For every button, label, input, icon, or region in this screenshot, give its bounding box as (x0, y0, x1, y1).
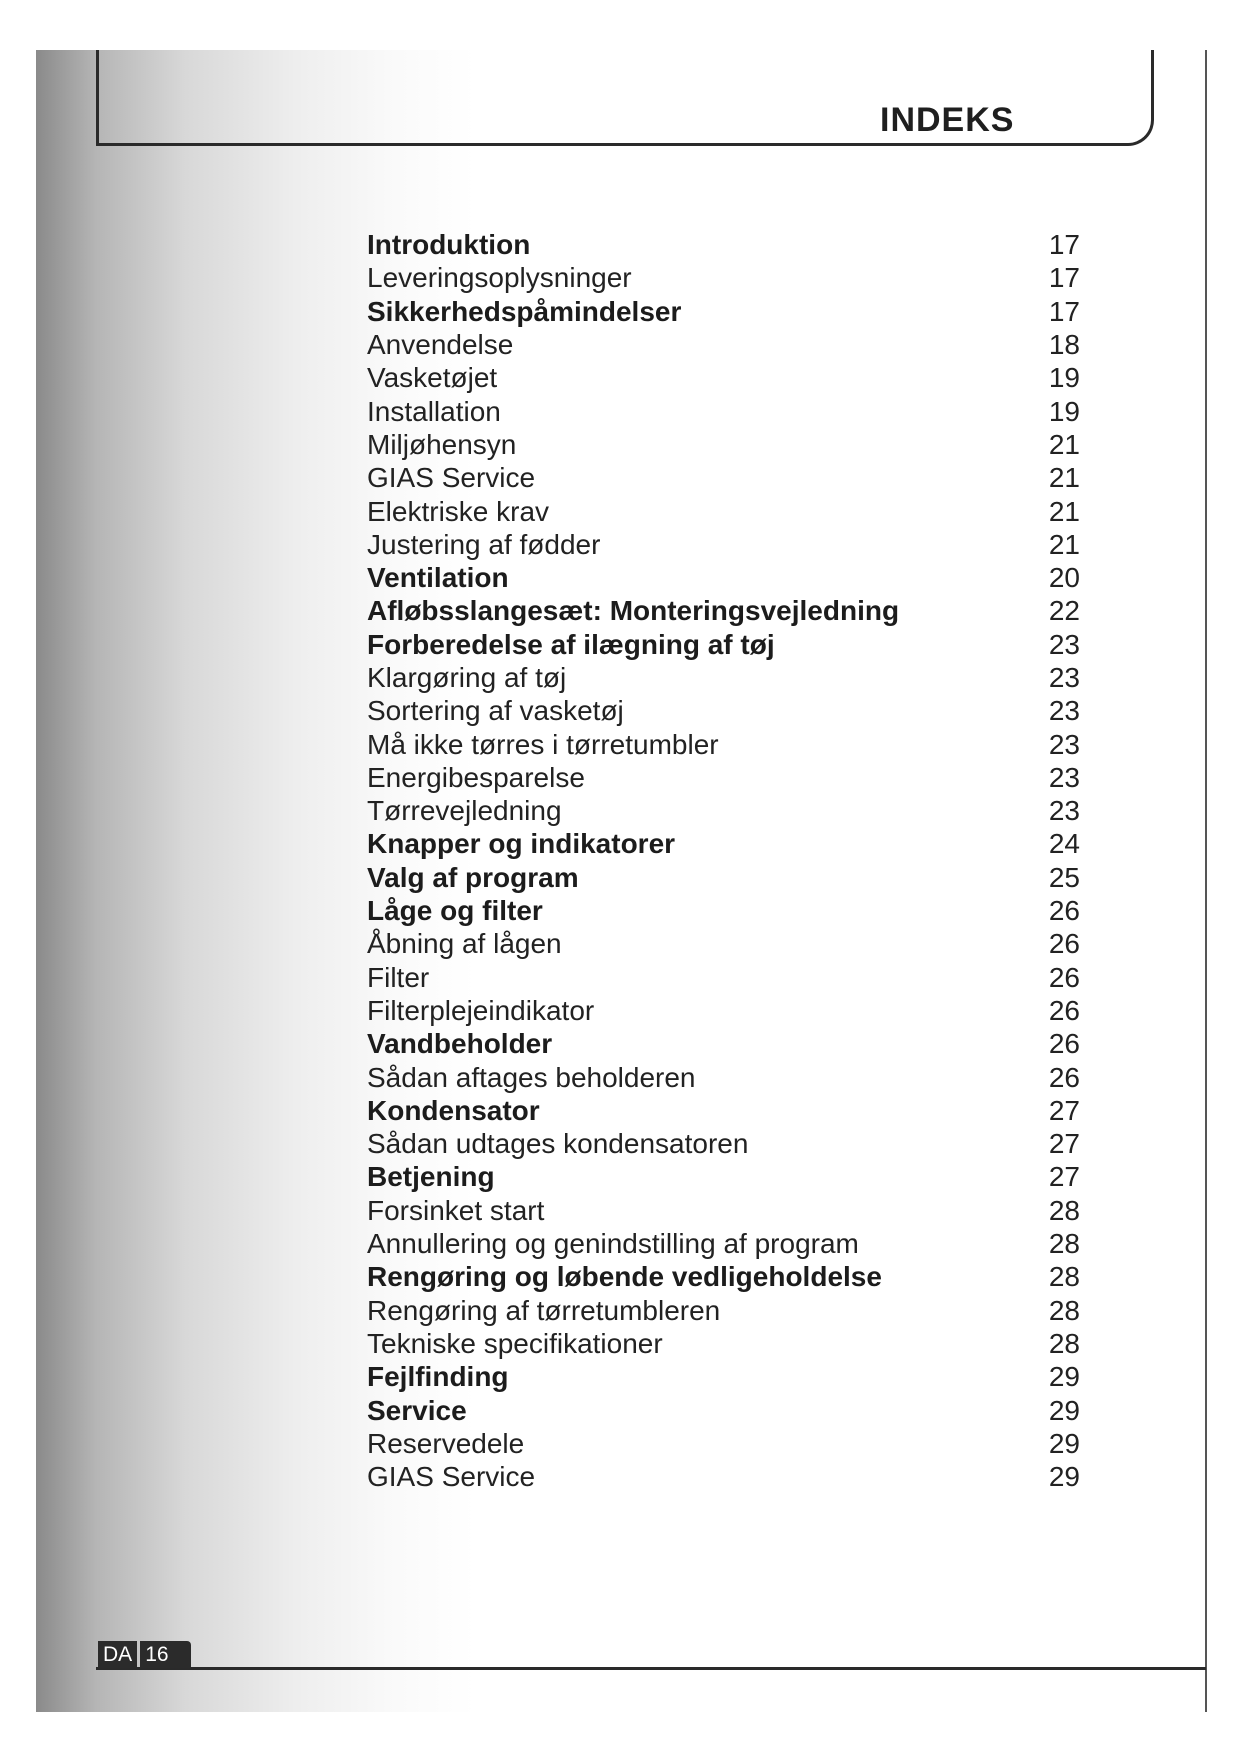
toc-entry-page: 29 (1048, 1427, 1080, 1459)
toc-subsection-entry[interactable] (367, 528, 1080, 561)
page-title: INDEKS (880, 101, 1015, 139)
toc-entry-title: Låge og filter (367, 895, 543, 927)
toc-subsection-entry[interactable] (367, 394, 1080, 427)
toc-section-entry[interactable] (367, 561, 1080, 594)
toc-entry-page: 28 (1048, 1261, 1080, 1293)
toc-entry-page: 23 (1048, 662, 1080, 693)
toc-entry-page: 21 (1048, 428, 1080, 460)
toc-entry-page: 23 (1048, 695, 1080, 727)
toc-entry-page: 21 (1048, 462, 1080, 494)
toc-subsection-entry[interactable] (367, 927, 1080, 960)
toc-entry-title: GIAS Service (367, 462, 536, 494)
toc-entry-title: Miljøhensyn (367, 428, 517, 460)
toc-entry-page: 28 (1048, 1294, 1080, 1326)
toc-subsection-entry[interactable] (367, 1327, 1080, 1360)
toc-entry-title: Afløbsslangesæt: Monteringsvejledning (367, 595, 900, 627)
toc-entry-page: 29 (1048, 1394, 1080, 1426)
toc-entry-page: 22 (1048, 595, 1080, 627)
toc-entry-page: 20 (1048, 562, 1080, 594)
toc-entry-title: Sikkerhedspåmindelser (367, 295, 682, 327)
toc-entry-page: 27 (1048, 1128, 1080, 1160)
toc-subsection-entry[interactable] (367, 1060, 1080, 1093)
toc-entry-title: Filter (367, 961, 430, 993)
toc-entry-title: Sådan aftages beholderen (367, 1061, 696, 1093)
toc-entry-title: Energibesparelse (367, 761, 585, 793)
toc-entry-title: Reservedele (367, 1427, 525, 1459)
toc-entry-page: 24 (1048, 828, 1080, 860)
toc-subsection-entry[interactable] (367, 1194, 1080, 1227)
toc-section-entry[interactable] (367, 861, 1080, 894)
toc-section-entry[interactable] (367, 1094, 1080, 1127)
toc-entry-page: 23 (1048, 795, 1080, 827)
footer-rule (96, 1667, 1206, 1670)
toc-entry-page: 17 (1048, 295, 1080, 327)
toc-entry-page: 17 (1048, 262, 1080, 294)
toc-subsection-entry[interactable] (367, 794, 1080, 827)
toc-entry-title: Sådan udtages kondensatoren (367, 1128, 749, 1160)
toc-section-entry[interactable] (367, 594, 1080, 627)
toc-entry-title: Valg af program (367, 861, 579, 893)
toc-entry-title: Tørrevejledning (367, 795, 562, 827)
toc-entry-title: Må ikke tørres i tørretumbler (367, 728, 719, 760)
toc-subsection-entry[interactable] (367, 261, 1080, 294)
toc-entry-title: Installation (367, 395, 501, 427)
toc-section-entry[interactable] (367, 827, 1080, 860)
page-number: 16 (140, 1641, 190, 1668)
toc-entry-page: 28 (1048, 1194, 1080, 1226)
toc-entry-page: 29 (1048, 1461, 1080, 1493)
toc-entry-page: 23 (1048, 728, 1080, 760)
toc-entry-page: 29 (1048, 1361, 1080, 1393)
toc-entry-page: 28 (1048, 1327, 1080, 1359)
toc-entry-title: Vasketøjet (367, 362, 498, 394)
right-edge-rule (1205, 50, 1207, 1712)
toc-subsection-entry[interactable] (367, 661, 1080, 694)
toc-section-entry[interactable] (367, 1160, 1080, 1193)
toc-entry-title: Rengøring af tørretumbleren (367, 1294, 721, 1326)
toc-entry-title: Kondensator (367, 1094, 540, 1126)
toc-entry-title: Forsinket start (367, 1194, 545, 1226)
toc-entry-page: 26 (1048, 895, 1080, 927)
table-of-contents (367, 228, 1080, 1493)
toc-subsection-entry[interactable] (367, 1294, 1080, 1327)
toc-entry-title: Ventilation (367, 562, 509, 594)
toc-entry-title: Justering af fødder (367, 528, 601, 560)
toc-entry-title: Betjening (367, 1161, 495, 1193)
toc-section-entry[interactable] (367, 1393, 1080, 1426)
toc-entry-title: Sortering af vasketøj (367, 695, 624, 727)
toc-entry-page: 26 (1048, 961, 1080, 993)
toc-section-entry[interactable] (367, 894, 1080, 927)
toc-entry-title: Tekniske specifikationer (367, 1327, 663, 1359)
toc-entry-title: Fejlfinding (367, 1361, 509, 1393)
toc-section-entry[interactable] (367, 228, 1080, 261)
toc-subsection-entry[interactable] (367, 694, 1080, 727)
toc-entry-title: Rengøring og løbende vedligeholdelse (367, 1261, 882, 1293)
toc-entry-title: Klargøring af tøj (367, 662, 567, 693)
toc-subsection-entry[interactable] (367, 1227, 1080, 1260)
toc-entry-title: Introduktion (367, 229, 531, 261)
toc-section-entry[interactable] (367, 1260, 1080, 1293)
toc-entry-title: Åbning af lågen (367, 928, 562, 960)
toc-section-entry[interactable] (367, 295, 1080, 328)
toc-subsection-entry[interactable] (367, 428, 1080, 461)
toc-entry-page: 26 (1048, 1028, 1080, 1060)
toc-subsection-entry[interactable] (367, 994, 1080, 1027)
toc-entry-page: 26 (1048, 1061, 1080, 1093)
toc-subsection-entry[interactable] (367, 328, 1080, 361)
toc-entry-title: Elektriske krav (367, 495, 550, 527)
toc-section-entry[interactable] (367, 628, 1080, 661)
toc-entry-page: 19 (1048, 362, 1080, 394)
toc-entry-title: Annullering og genindstilling af program (367, 1228, 859, 1260)
toc-entry-title: Anvendelse (367, 329, 514, 361)
toc-entry-title: Leveringsoplysninger (367, 262, 632, 294)
toc-subsection-entry[interactable] (367, 1460, 1080, 1493)
toc-subsection-entry[interactable] (367, 727, 1080, 760)
toc-entry-title: Knapper og indikatorer (367, 828, 676, 860)
toc-entry-page: 26 (1048, 994, 1080, 1026)
toc-subsection-entry[interactable] (367, 1127, 1080, 1160)
toc-subsection-entry[interactable] (367, 461, 1080, 494)
toc-entry-page: 18 (1048, 329, 1080, 361)
toc-entry-page: 27 (1048, 1094, 1080, 1126)
toc-entry-page: 26 (1048, 928, 1080, 960)
toc-entry-page: 19 (1048, 395, 1080, 427)
toc-subsection-entry[interactable] (367, 961, 1080, 994)
toc-entry-page: 21 (1048, 495, 1080, 527)
toc-subsection-entry[interactable] (367, 361, 1080, 394)
toc-entry-page: 25 (1048, 861, 1080, 893)
toc-subsection-entry[interactable] (367, 494, 1080, 527)
toc-subsection-entry[interactable] (367, 1427, 1080, 1460)
toc-entry-page: 23 (1048, 628, 1080, 660)
toc-entry-title: Forberedelse af ilægning af tøj (367, 628, 775, 660)
toc-entry-title: Vandbeholder (367, 1028, 553, 1060)
toc-entry-title: GIAS Service (367, 1461, 536, 1493)
page-badge (98, 1641, 191, 1668)
toc-subsection-entry[interactable] (367, 761, 1080, 794)
language-code: DA (98, 1641, 137, 1668)
toc-entry-page: 17 (1048, 229, 1080, 261)
toc-entry-page: 27 (1048, 1161, 1080, 1193)
toc-entry-title: Filterplejeindikator (367, 994, 595, 1026)
toc-entry-page: 28 (1048, 1228, 1080, 1260)
toc-section-entry[interactable] (367, 1360, 1080, 1393)
toc-entry-page: 23 (1048, 761, 1080, 793)
toc-entry-title: Service (367, 1394, 467, 1426)
toc-section-entry[interactable] (367, 1027, 1080, 1060)
toc-entry-page: 21 (1048, 528, 1080, 560)
